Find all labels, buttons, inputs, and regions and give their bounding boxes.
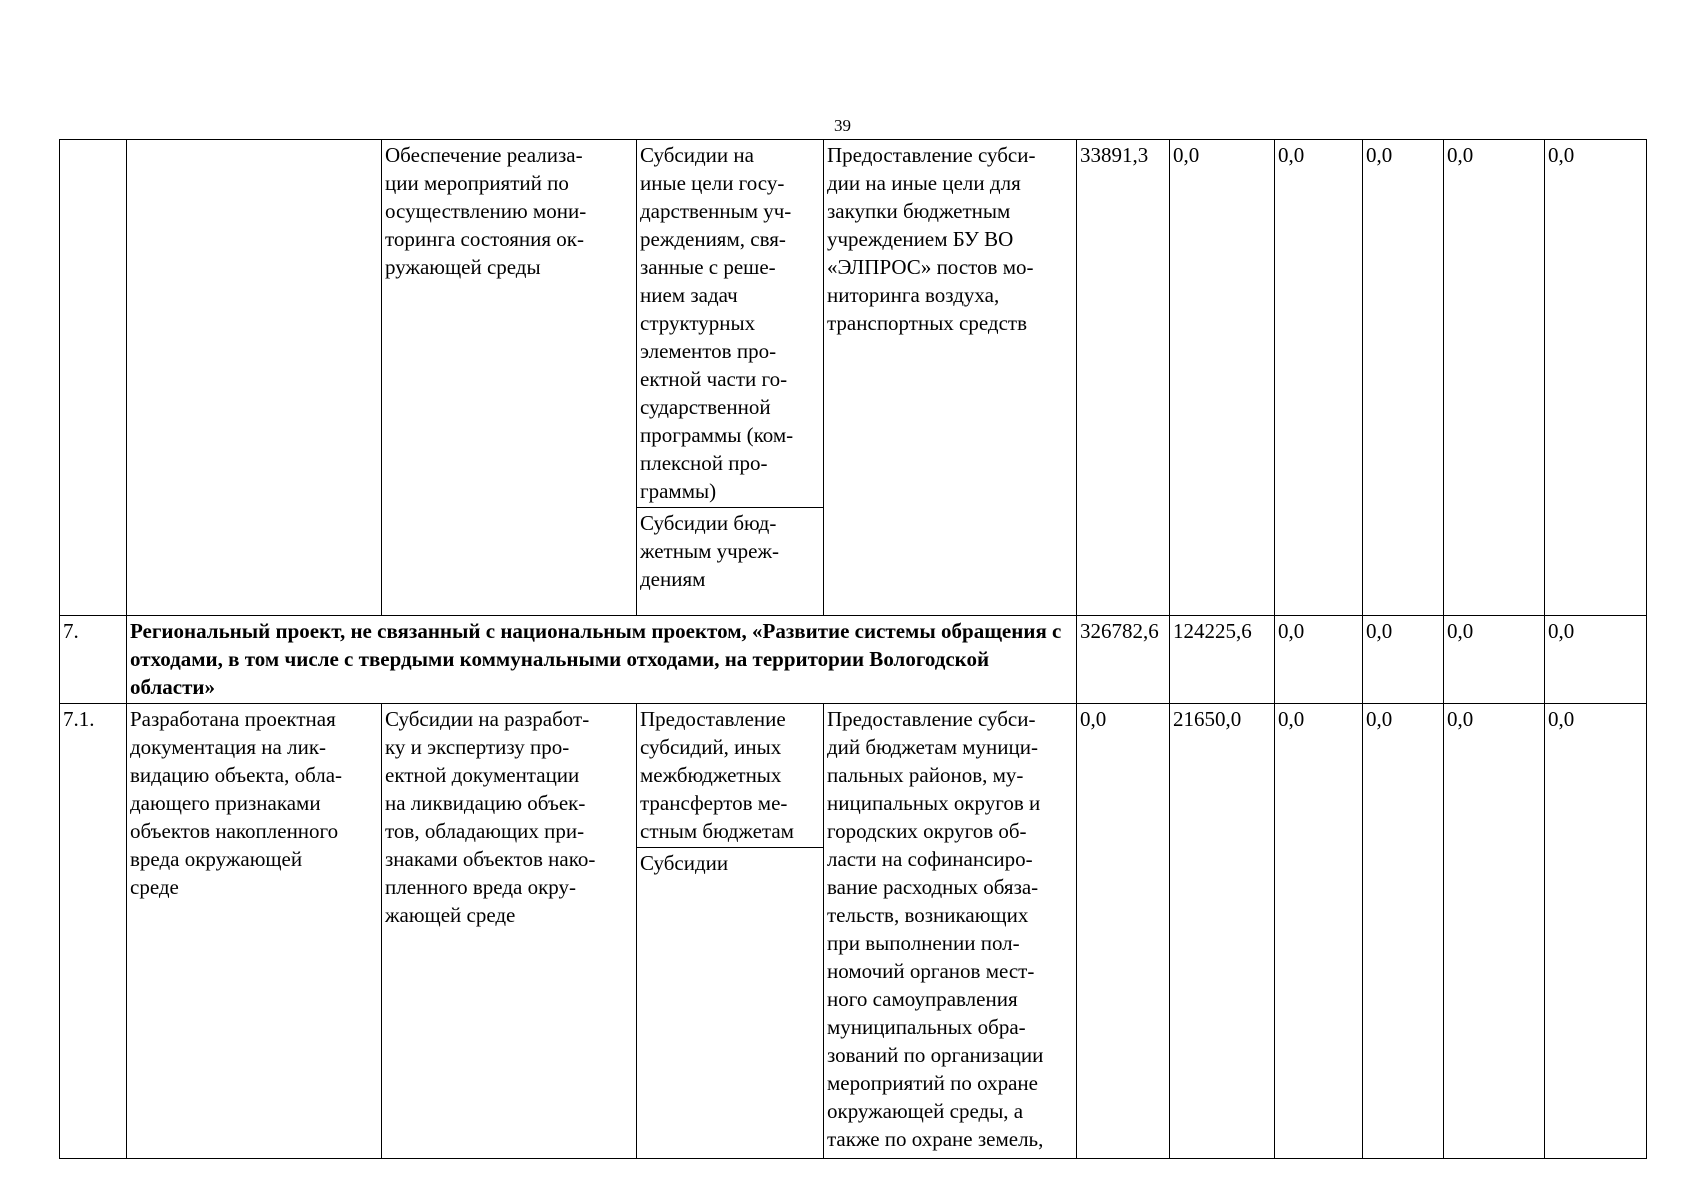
value-cell: 326782,6 — [1077, 616, 1170, 704]
program-table — [59, 139, 1647, 1159]
value-cell: 0,0 — [1545, 140, 1647, 616]
result-text: Разработана проектная документация на лик- видацию объекта, обла- дающего признаками объектов накопленного вреда окружающей среде — [130, 707, 343, 899]
measure-text: Обеспечение реализа- ции мероприятий по осуществлению мони- торинга состояния ок- ружающей среды — [385, 143, 587, 279]
type-cell — [637, 140, 824, 616]
type-top: Субсидии на иные цели госу- дарственным уч- реждениям, свя- занные с реше- нием задач структурных элементов про- ектной части го- сударственной программы (ком- плексной про- граммы) — [637, 140, 823, 508]
project-title: Региональный проект, не связанный с национальным проектом, «Развитие системы обращения с отходами, в том числе с твердыми коммунальными отходами, на территории Вологодской области» — [127, 616, 1077, 704]
value-cell: 0,0 — [1363, 704, 1444, 1159]
table-row — [60, 616, 1647, 704]
measure-cell — [382, 704, 637, 1159]
value-cell: 0,0 — [1275, 616, 1363, 704]
value-cell: 0,0 — [1275, 704, 1363, 1159]
result-cell — [127, 704, 382, 1159]
value-cell: 0,0 — [1444, 616, 1545, 704]
page-number: 39 — [834, 116, 851, 135]
value-cell: 0,0 — [1444, 704, 1545, 1159]
value-cell: 0,0 — [1545, 616, 1647, 704]
value-cell: 33891,3 — [1077, 140, 1170, 616]
measure-text: Субсидии на разработ- ку и экспертизу про- ектной документации на ликвидацию объек- тов, обладающих при- знаками объектов нако- пленного вреда окру- жающей среде — [385, 707, 596, 927]
row-number: 7. — [60, 616, 127, 704]
description-text: Предоставление субси- дий бюджетам муници- пальных районов, му- ниципальных округов и городских округов об- ласти на софинансиро- вание расходных обяза- тельств, возникающих при выполнении пол- номочий органов мест- ного самоуправления муниципальных обра- зований по организации мероприятий по охране окружающей среды, а также по охране земель, — [827, 707, 1044, 1151]
type-bottom: Субсидии — [640, 851, 729, 875]
value-cell: 0,0 — [1077, 704, 1170, 1159]
row-number — [60, 140, 127, 616]
value-cell: 0,0 — [1363, 140, 1444, 616]
value-cell: 0,0 — [1275, 140, 1363, 616]
value-cell: 0,0 — [1444, 140, 1545, 616]
value-cell: 0,0 — [1170, 140, 1275, 616]
value-cell: 21650,0 — [1170, 704, 1275, 1159]
description-cell — [824, 704, 1077, 1159]
result-cell — [127, 140, 382, 616]
value-cell: 124225,6 — [1170, 616, 1275, 704]
measure-cell — [382, 140, 637, 616]
type-cell — [637, 704, 824, 1159]
description-text: Предоставление субси- дии на иные цели для закупки бюджетным учреждением БУ ВО «ЭЛПРОС» постов мо- ниторинга воздуха, транспортных средств — [827, 143, 1036, 335]
row-number: 7.1. — [60, 704, 127, 1159]
value-cell: 0,0 — [1363, 616, 1444, 704]
type-top: Предоставление субсидий, иных межбюджетных трансфертов ме- стным бюджетам — [637, 704, 823, 848]
description-cell — [824, 140, 1077, 616]
value-cell: 0,0 — [1545, 704, 1647, 1159]
table-row — [60, 140, 1647, 616]
type-bottom: Субсидии бюд- жетным учреж- дениям — [640, 511, 780, 591]
table-row — [60, 704, 1647, 1159]
